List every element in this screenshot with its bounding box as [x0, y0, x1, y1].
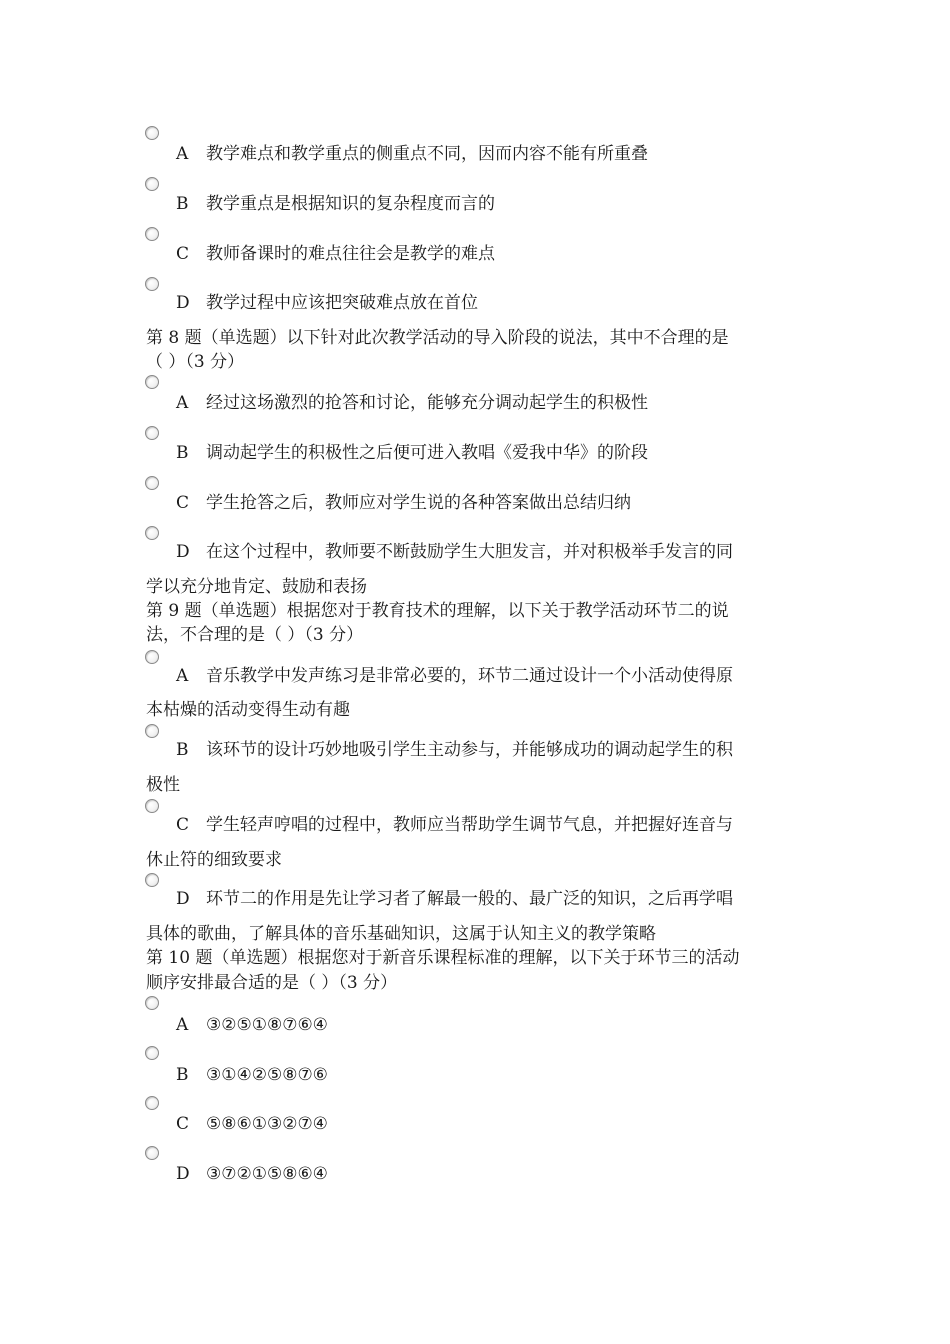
option-text-line: [176, 666, 733, 686]
option-letter: B: [176, 740, 189, 760]
option-text-line: [176, 1164, 328, 1184]
option-text: 学生轻声哼唱的过程中，教师应当帮助学生调节气息，并把握好连音与: [206, 815, 733, 835]
option-letter: C: [176, 1114, 190, 1134]
radio-button-icon[interactable]: [145, 650, 159, 664]
option-letter: C: [176, 244, 190, 264]
radio-button-icon[interactable]: [145, 375, 159, 389]
question-text-line: 第 10 题（单选题）根据您对于新音乐课程标准的理解，以下关于环节三的活动: [146, 948, 740, 968]
option-letter: D: [176, 1164, 190, 1184]
option-letter: C: [176, 493, 190, 513]
option-letter: A: [176, 666, 189, 686]
option-letter: D: [176, 889, 190, 909]
option-text-line: [176, 1114, 328, 1134]
option-text: 环节二的作用是先让学习者了解最一般的、最广泛的知识，之后再学唱: [206, 889, 733, 909]
option-text: 在这个过程中，教师要不断鼓励学生大胆发言，并对积极举手发言的同: [206, 542, 733, 562]
option-text-line: [176, 244, 495, 264]
radio-button-icon[interactable]: [145, 526, 159, 540]
option-text: 教学过程中应该把突破难点放在首位: [206, 293, 478, 313]
question-text-line: 第 9 题（单选题）根据您对于教育技术的理解，以下关于教学活动环节二的说: [146, 601, 729, 621]
radio-button-icon[interactable]: [145, 1046, 159, 1060]
option-letter: B: [176, 443, 189, 463]
option-text-line: [176, 144, 648, 164]
option-text-line: [176, 1065, 328, 1085]
option-text-line: [176, 1015, 328, 1035]
option-letter: D: [176, 542, 190, 562]
option-text-line: [176, 542, 733, 562]
option-text: ③⑦②①⑤⑧⑥④: [206, 1164, 328, 1184]
option-text-line: [176, 194, 495, 214]
option-text-line: [176, 393, 648, 413]
radio-button-icon[interactable]: [145, 799, 159, 813]
option-letter: B: [176, 194, 189, 214]
option-text: 经过这场激烈的抢答和讨论，能够充分调动起学生的积极性: [206, 393, 648, 413]
option-text-continuation: 极性: [146, 775, 180, 795]
radio-button-icon[interactable]: [145, 1146, 159, 1160]
option-text-line: [176, 889, 733, 909]
question-text-line: （ ）（3 分）: [146, 352, 245, 372]
question-text-line: 第 8 题（单选题）以下针对此次教学活动的导入阶段的说法，其中不合理的是: [146, 328, 729, 348]
option-text: ⑤⑧⑥①③②⑦④: [206, 1114, 328, 1134]
option-letter: B: [176, 1065, 189, 1085]
question-text-line: 法，不合理的是（ ）（3 分）: [146, 625, 364, 645]
option-text: 该环节的设计巧妙地吸引学生主动参与，并能够成功的调动起学生的积: [206, 740, 733, 760]
option-text: 教学重点是根据知识的复杂程度而言的: [206, 194, 495, 214]
radio-button-icon[interactable]: [145, 126, 159, 140]
option-text-line: [176, 443, 648, 463]
option-text: ③②⑤①⑧⑦⑥④: [206, 1015, 328, 1035]
option-text-continuation: 学以充分地肯定、鼓励和表扬: [146, 577, 367, 597]
option-text-line: [176, 493, 631, 513]
option-letter: A: [176, 144, 189, 164]
radio-button-icon[interactable]: [145, 476, 159, 490]
radio-button-icon[interactable]: [145, 177, 159, 191]
option-text-line: [176, 293, 478, 313]
option-text: ③①④②⑤⑧⑦⑥: [206, 1065, 328, 1085]
option-text: 学生抢答之后，教师应对学生说的各种答案做出总结归纳: [206, 493, 631, 513]
radio-button-icon[interactable]: [145, 996, 159, 1010]
option-letter: D: [176, 293, 190, 313]
option-letter: A: [176, 393, 189, 413]
option-text: 教学难点和教学重点的侧重点不同，因而内容不能有所重叠: [206, 144, 648, 164]
radio-button-icon[interactable]: [145, 873, 159, 887]
radio-button-icon[interactable]: [145, 1096, 159, 1110]
option-letter: A: [176, 1015, 189, 1035]
option-text: 音乐教学中发声练习是非常必要的，环节二通过设计一个小活动使得原: [206, 666, 733, 686]
option-letter: C: [176, 815, 190, 835]
option-text-continuation: 休止符的细致要求: [146, 850, 282, 870]
option-text-continuation: 本枯燥的活动变得生动有趣: [146, 700, 350, 720]
option-text-continuation: 具体的歌曲，了解具体的音乐基础知识，这属于认知主义的教学策略: [146, 924, 656, 944]
option-text-line: [176, 815, 733, 835]
question-text-line: 顺序安排最合适的是（ ）（3 分）: [146, 973, 398, 993]
radio-button-icon[interactable]: [145, 426, 159, 440]
radio-button-icon[interactable]: [145, 227, 159, 241]
option-text: 教师备课时的难点往往会是教学的难点: [206, 244, 495, 264]
option-text-line: [176, 740, 733, 760]
option-text: 调动起学生的积极性之后便可进入教唱《爱我中华》的阶段: [206, 443, 648, 463]
radio-button-icon[interactable]: [145, 724, 159, 738]
radio-button-icon[interactable]: [145, 277, 159, 291]
